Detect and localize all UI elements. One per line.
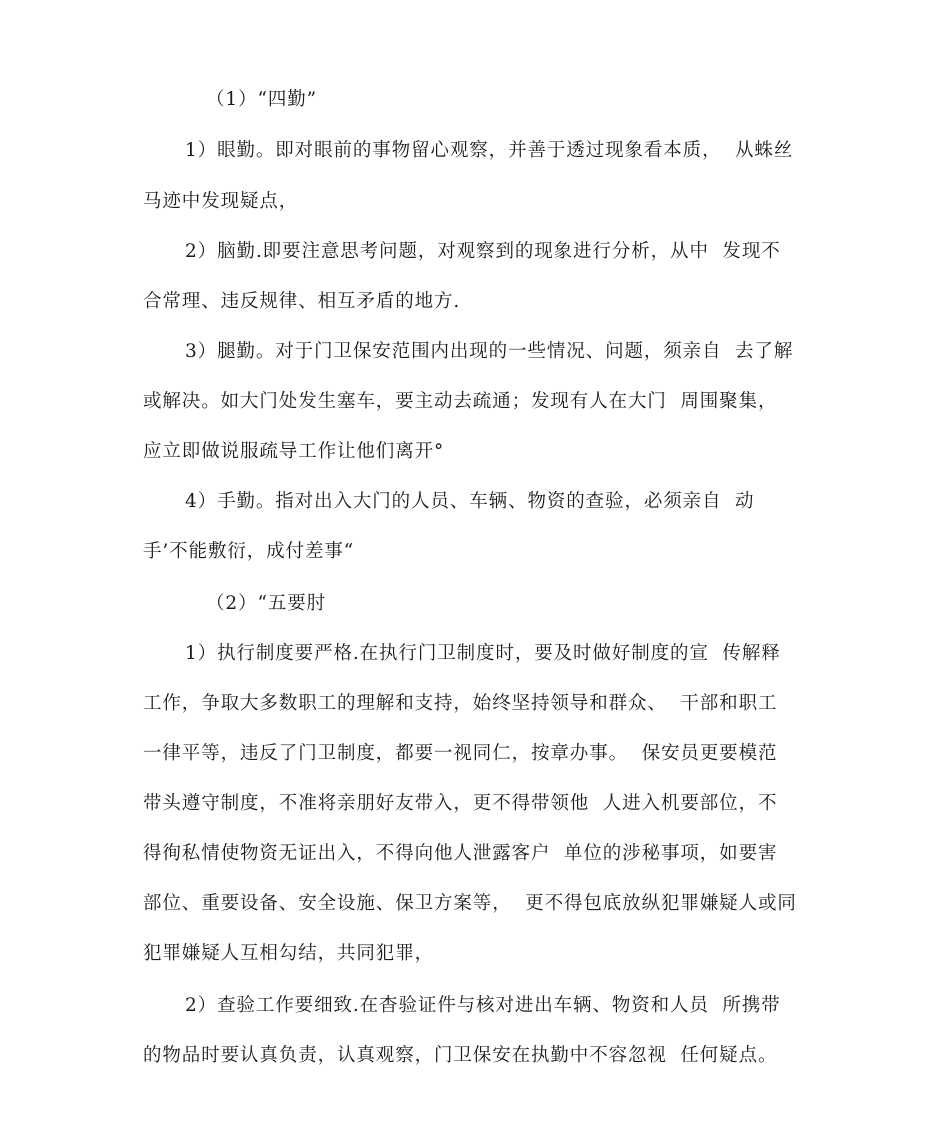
paragraph-line: 犯罪嫌疑人互相勾结，共同犯罪， <box>143 943 435 964</box>
paragraph-line: 4）手勤。指对出入大门的人员、车辆、物资的查验，必须亲自 动 <box>185 491 755 512</box>
paragraph-line: 应立即做说服疏导工作让他们离开° <box>143 441 445 462</box>
paragraph-line: 或解决。如大门处发生塞车，要主动去疏通；发现有人在大门 周围聚集， <box>143 391 778 412</box>
paragraph-line: 1）眼勤。即对眼前的事物留心观察，并善于透过现象看本质， 从蛛丝 <box>185 140 794 161</box>
paragraph-line: 合常理、违反规律、相互矛盾的地方. <box>143 291 461 312</box>
paragraph-line: 2）脑勤.即要注意思考问题，对观察到的现象进行分析，从中 发现不 <box>185 241 781 262</box>
paragraph-line: 的物品时要认真负责，认真观察，门卫保安在执勤中不容忽视 任何疑点。 <box>143 1045 778 1066</box>
paragraph-line: 得徇私情使物资无证出入，不得向他人泄露客户 单位的涉秘事项，如要害 <box>143 843 778 864</box>
section-heading-five-requirements: （2）“五要肘 <box>206 593 327 614</box>
paragraph-line: 部位、重要设备、安全设施、保卫方案等， 更不得包底放纵犯罪嫌疑人或同 <box>143 893 797 914</box>
paragraph-line: 马迹中发现疑点， <box>143 191 299 212</box>
paragraph-line: 3）腿勤。对于门卫保安范围内出现的一些情况、问题，须亲自 去了解 <box>185 341 794 362</box>
paragraph-line: 2）查验工作要细致.在杳验证件与核对进出车辆、物资和人员 所携带 <box>185 995 781 1016</box>
paragraph-line: 工作，争取大多数职工的理解和支持，始终坚持领导和群众、 干部和职工 <box>143 693 778 714</box>
paragraph-line: 1）执行制度要严格.在执行门卫制度时，要及时做好制度的宣 传解释 <box>185 643 781 664</box>
paragraph-line: 带头遵守制度，不准将亲朋好友带入，更不得带领他 人进入机要部位，不 <box>143 793 778 814</box>
paragraph-line: 一律平等，违反了门卫制度，都要一视同仁，按章办事。 保安员更要模范 <box>143 743 778 764</box>
section-heading-four-diligences: （1）“四勤” <box>206 89 317 110</box>
paragraph-line: 手’不能敷衍，成付差事“ <box>143 541 355 562</box>
